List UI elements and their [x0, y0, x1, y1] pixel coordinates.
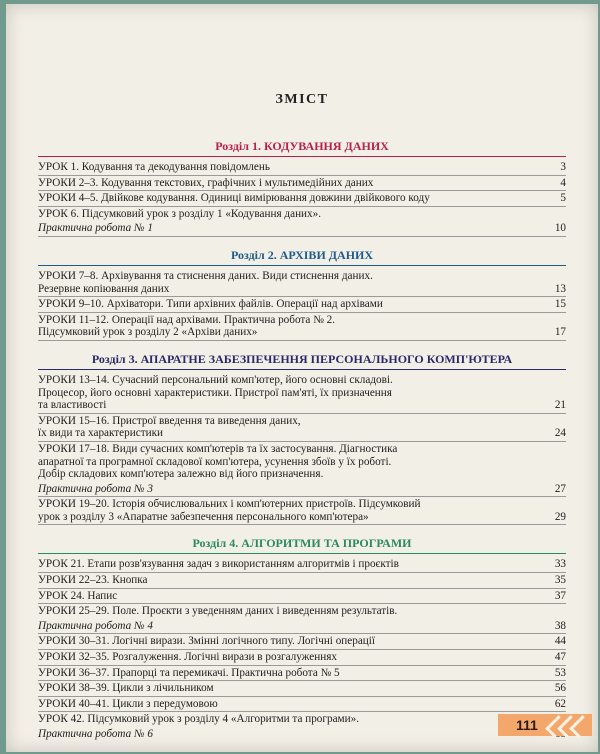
entry-page: 21 — [554, 399, 566, 412]
entry-text: Практична робота № 4 — [38, 619, 153, 632]
section-2 — [38, 247, 566, 341]
entry-text: УРОК 42. Підсумковий урок з розділу 4 «Алгоритми та програми». — [38, 713, 359, 726]
entry-page: 17 — [554, 326, 566, 339]
toc-entry — [38, 313, 566, 341]
toc-entry — [38, 557, 566, 573]
entry-text: УРОКИ 36–37. Прапорці та перемикачі. Практична робота № 5 — [38, 666, 340, 679]
toc-entry — [38, 269, 566, 297]
toc-entry — [38, 604, 566, 619]
toc-entry — [38, 650, 566, 666]
entry-page: 27 — [554, 482, 566, 495]
entry-page: 15 — [554, 298, 566, 311]
entry-page: 3 — [560, 161, 566, 173]
entry-page: 5 — [560, 192, 566, 205]
entry-text: УРОКИ 17–18. Види сучасних комп'ютерів та їх застосування. Діагностика апаратної та програмної складової комп'ютера, усунення збоїв у їх роботі. Добір складових комп'ютера залежно від його призначення. — [38, 442, 398, 481]
toc-entry — [38, 482, 566, 498]
section-4 — [38, 535, 566, 741]
section-heading: Розділ 2. АРХІВИ ДАНИХ — [230, 247, 374, 262]
page-title: ЗМІСТ — [275, 92, 329, 107]
toc-entry — [38, 573, 566, 589]
toc-entry — [38, 176, 566, 192]
toc-entry — [38, 634, 566, 650]
entry-text: УРОКИ 40–41. Цикли з передумовою — [38, 697, 218, 710]
section-heading: Розділ 3. АПАРАТНЕ ЗАБЕЗПЕЧЕННЯ ПЕРСОНАЛЬНОГО КОМП'ЮТЕРА — [91, 351, 513, 366]
toc-entry — [38, 712, 566, 727]
toc-entry — [38, 373, 566, 414]
toc-entry — [38, 414, 566, 442]
entry-text: УРОКИ 13–14. Сучасний персональний комп'ютер, його основні складові. Процесор, його основні характеристики. Пристрої пам'яті, їх призначення та властивості — [38, 373, 393, 412]
entry-page: 13 — [554, 282, 566, 295]
entry-page: 62 — [554, 697, 566, 710]
page-number: 111 — [516, 717, 538, 733]
entry-text: УРОКИ 30–31. Логічні вирази. Змінні логічного типу. Логічні операції — [38, 635, 376, 648]
entry-text: УРОК 21. Етапи розв'язування задач з використанням алгоритмів і проєктів — [38, 558, 399, 571]
entry-text: Практична робота № 3 — [38, 482, 153, 495]
toc-entry — [38, 297, 566, 313]
section-heading: Розділ 1. КОДУВАННЯ ДАНИХ — [215, 139, 389, 153]
entry-text: УРОКИ 22–23. Кнопка — [38, 574, 148, 587]
entry-page: 4 — [560, 176, 566, 189]
section-1 — [38, 138, 566, 237]
toc-entry — [38, 442, 566, 482]
entry-page: 37 — [554, 589, 566, 602]
entry-text: УРОКИ 11–12. Операції над архівами. Практична робота № 2. Підсумковий урок з розділу 2 «Архіви даних» — [38, 313, 336, 339]
entry-page: 35 — [554, 574, 566, 587]
entry-text: Практична робота № 6 — [38, 728, 153, 740]
entry-page: 56 — [554, 682, 566, 695]
entry-text: УРОК 6. Підсумковий урок з розділу 1 «Кодування даних». — [38, 207, 322, 220]
entry-page: 44 — [554, 635, 566, 648]
entry-page: 24 — [554, 427, 566, 440]
entry-page: 53 — [554, 666, 566, 679]
section-rule — [38, 369, 566, 370]
entry-text: УРОК 24. Напис — [38, 589, 118, 602]
table-of-contents — [38, 138, 566, 752]
entry-page: 47 — [554, 651, 566, 664]
toc-entry — [38, 191, 566, 207]
section-3 — [38, 351, 566, 526]
entry-page: 33 — [554, 558, 566, 571]
page-number-badge — [498, 714, 592, 736]
section-rule — [38, 156, 566, 157]
toc-entry — [38, 589, 566, 605]
entry-text: УРОК 1. Кодування та декодування повідомлень — [38, 161, 270, 173]
section-rule — [38, 265, 566, 266]
entry-text: УРОКИ 32–35. Розгалуження. Логічні вирази в розгалуженнях — [38, 651, 337, 664]
entry-page: 10 — [554, 222, 566, 235]
entry-text: УРОКИ 19–20. Історія обчислювальних і комп'ютерних пристроїв. Підсумковий урок з розділу 3 «Апаратне забезпечення персонального комп'ютера» — [38, 498, 421, 523]
entry-text: УРОКИ 4–5. Двійкове кодування. Одиниці вимірювання довжини двійкового коду — [38, 192, 430, 205]
toc-entry — [38, 619, 566, 635]
book-page — [6, 4, 598, 752]
section-heading: Розділ 4. АЛГОРИТМИ ТА ПРОГРАМИ — [192, 536, 412, 551]
entry-text: УРОКИ 38–39. Цикли з лічильником — [38, 682, 214, 695]
toc-entry — [38, 727, 566, 742]
toc-entry — [38, 497, 566, 525]
toc-entry — [38, 666, 566, 682]
entry-page: 38 — [554, 619, 566, 632]
entry-text: УРОКИ 25–29. Поле. Проєкти з уведенням даних і виведенням результатів. — [38, 605, 398, 618]
entry-text: УРОКИ 2–3. Кодування текстових, графічних і мультимедійних даних — [38, 176, 374, 189]
entry-text: УРОКИ 15–16. Пристрої введення та виведення даних, їх види та характеристики — [38, 414, 301, 440]
toc-entry — [38, 681, 566, 697]
toc-entry — [38, 160, 566, 176]
entry-page: 29 — [554, 510, 566, 523]
section-rule — [38, 553, 566, 554]
entry-text: УРОКИ 7–8. Архівування та стиснення даних. Види стиснення даних. Резервне копіювання даних — [38, 269, 373, 295]
toc-entry — [38, 207, 566, 222]
toc-entry — [38, 697, 566, 713]
toc-entry — [38, 221, 566, 237]
entry-text: УРОКИ 9–10. Архіватори. Типи архівних файлів. Операції над архівами — [38, 298, 383, 311]
entry-text: Практична робота № 1 — [38, 222, 153, 235]
